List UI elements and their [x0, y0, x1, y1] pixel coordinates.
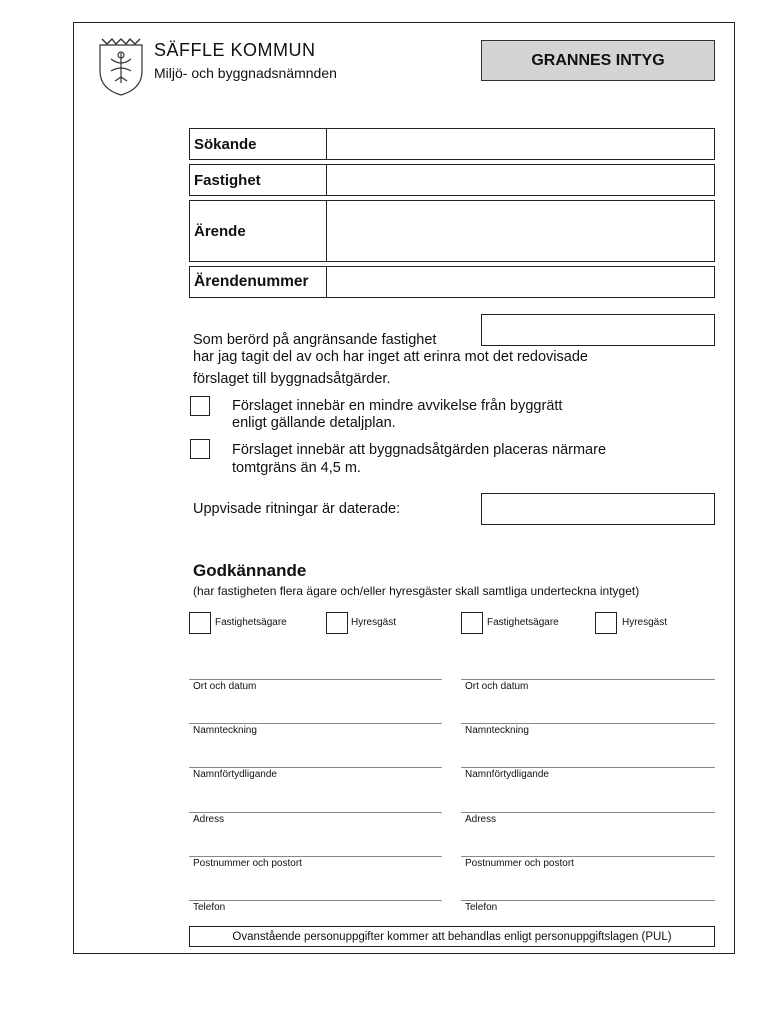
case-label: Sökande: [190, 129, 327, 159]
case-row-fastighet: [189, 164, 715, 196]
option-text-deviation-line-1: Förslaget innebär en mindre avvikelse från byggrätt: [232, 398, 563, 414]
role-label: Hyresgäst: [622, 617, 668, 628]
case-row-arendenummer: [189, 266, 715, 298]
case-row-arende: [189, 200, 715, 262]
signature-field-label: Namnteckning: [465, 725, 529, 736]
role-checkbox-tenant-left[interactable]: [326, 612, 348, 634]
signature-line[interactable]: [189, 856, 442, 857]
case-label: Fastighet: [190, 165, 327, 195]
signature-field-label: Telefon: [193, 902, 226, 913]
role-checkbox-owner-right[interactable]: [461, 612, 483, 634]
signature-field-label: Postnummer och postort: [193, 858, 302, 869]
coat-of-arms-icon: [97, 37, 145, 97]
org-subtitle: Miljö- och byggnadsnämnden: [154, 65, 337, 81]
signature-field-label: Ort och datum: [465, 681, 529, 692]
signature-line[interactable]: [189, 812, 442, 813]
role-checkbox-tenant-right[interactable]: [595, 612, 617, 634]
signature-line[interactable]: [461, 900, 715, 901]
approval-heading: Godkännande: [193, 561, 307, 580]
case-label: Ärende: [190, 201, 327, 261]
option-checkbox-boundary[interactable]: [190, 439, 210, 459]
approval-note: (har fastigheten flera ägare och/eller hyresgäster skall samtliga underteckna intyget): [193, 584, 640, 598]
signature-line[interactable]: [461, 767, 715, 768]
statement-line-1: Som berörd på angränsande fastighet: [193, 332, 437, 348]
drawings-date-field[interactable]: [481, 493, 715, 525]
role-checkbox-owner-left[interactable]: [189, 612, 211, 634]
signature-line[interactable]: [461, 679, 715, 680]
arende-field[interactable]: [327, 201, 714, 261]
role-label: Fastighetsägare: [487, 617, 559, 628]
signature-line[interactable]: [189, 679, 442, 680]
drawings-date-label: Uppvisade ritningar är daterade:: [193, 501, 401, 517]
case-label: Ärendenummer: [190, 267, 327, 297]
org-name: SÄFFLE KOMMUN: [154, 40, 316, 60]
signature-field-label: Namnförtydligande: [465, 769, 549, 780]
option-text-boundary-line-1: Förslaget innebär att byggnadsåtgärden placeras närmare: [232, 442, 607, 458]
signature-line[interactable]: [189, 767, 442, 768]
signature-line[interactable]: [189, 723, 442, 724]
signature-line[interactable]: [461, 723, 715, 724]
fastighet-field[interactable]: [327, 165, 714, 195]
arendenummer-field[interactable]: [327, 267, 714, 297]
signature-field-label: Telefon: [465, 902, 498, 913]
signature-field-label: Adress: [465, 814, 497, 825]
signature-field-label: Namnteckning: [193, 725, 257, 736]
sokande-field[interactable]: [327, 129, 714, 159]
option-checkbox-deviation[interactable]: [190, 396, 210, 416]
role-label: Fastighetsägare: [215, 617, 287, 628]
signature-field-label: Namnförtydligande: [193, 769, 277, 780]
signature-field-label: Postnummer och postort: [465, 858, 574, 869]
option-text-boundary-line-2: tomtgräns än 4,5 m.: [232, 460, 361, 476]
case-row-sokande: [189, 128, 715, 160]
signature-line[interactable]: [461, 812, 715, 813]
statement-line-2: har jag tagit del av och har inget att erinra mot det redovisade: [193, 349, 588, 365]
signature-line[interactable]: [461, 856, 715, 857]
signature-field-label: Adress: [193, 814, 225, 825]
role-label: Hyresgäst: [351, 617, 397, 628]
form-page-frame: [73, 22, 735, 954]
adjacent-property-field[interactable]: [481, 314, 715, 346]
document-title: GRANNES INTYG: [481, 40, 715, 81]
statement-line-3: förslaget till byggnadsåtgärder.: [193, 371, 391, 387]
pul-notice: Ovanstående personuppgifter kommer att behandlas enligt personuppgiftslagen (PUL): [189, 926, 715, 947]
signature-field-label: Ort och datum: [193, 681, 257, 692]
option-text-deviation-line-2: enligt gällande detaljplan.: [232, 415, 396, 431]
signature-line[interactable]: [189, 900, 442, 901]
